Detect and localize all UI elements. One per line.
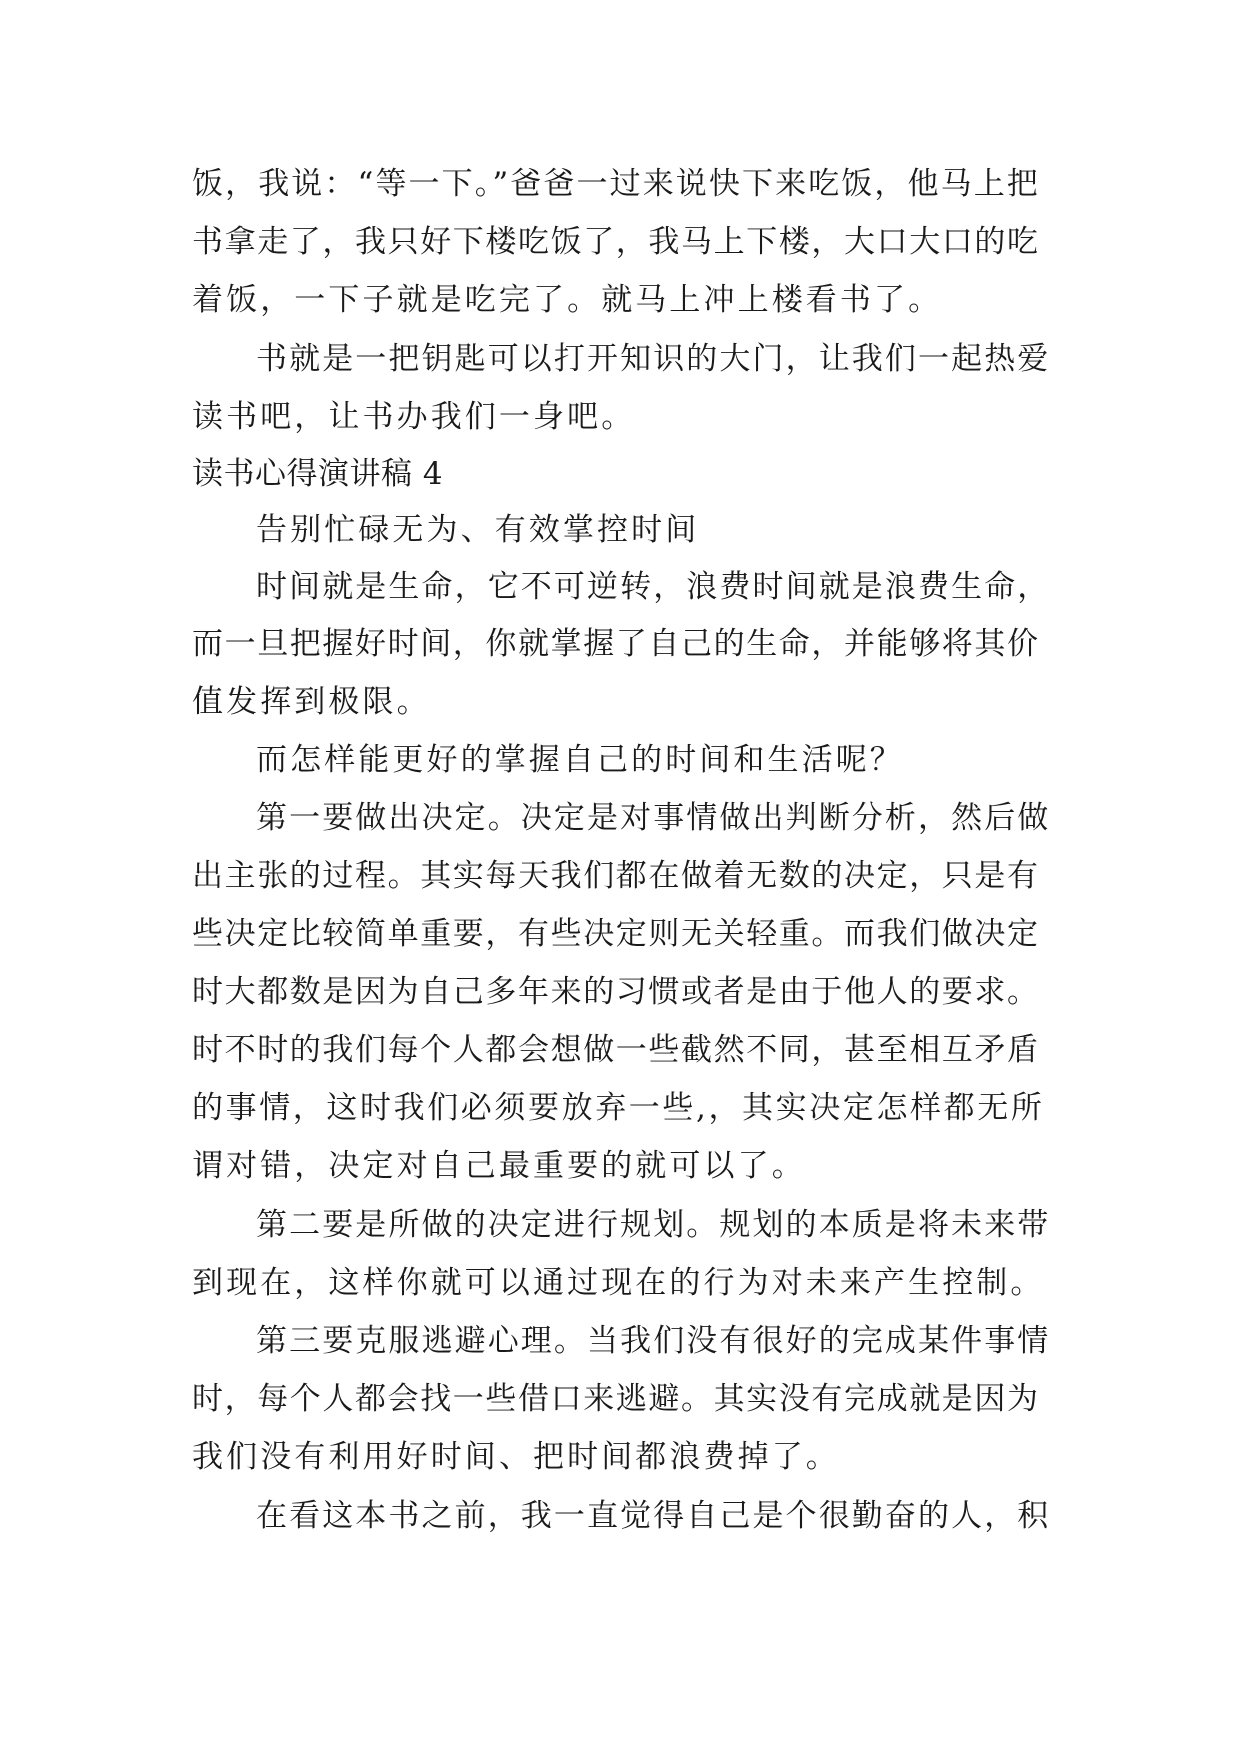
text-line: 饭，我说：“等一下。”爸爸一过来说快下来吃饭，他马上把: [192, 166, 1040, 202]
text-line: 到现在，这样你就可以通过现在的行为对未来产生控制。: [192, 1265, 1045, 1301]
text-line: 时间就是生命，它不可逆转，浪费时间就是浪费生命，: [256, 569, 1051, 605]
text-line: 着饭，一下子就是吃完了。就马上冲上楼看书了。: [192, 282, 943, 318]
text-line: 谓对错，决定对自己最重要的就可以了。: [192, 1148, 806, 1184]
text-line: 我们没有利用好时间、把时间都浪费掉了。: [192, 1439, 840, 1475]
text-line: 些决定比较简单重要，有些决定则无关轻重。而我们做决定: [192, 916, 1040, 952]
text-line: 时，每个人都会找一些借口来逃避。其实没有完成就是因为: [192, 1381, 1040, 1417]
text-line: 而怎样能更好的掌握自己的时间和生活呢？: [256, 742, 904, 778]
text-line: 第二要是所做的决定进行规划。规划的本质是将未来带: [256, 1207, 1051, 1243]
text-line: 值发挥到极限。: [192, 684, 431, 720]
text-line: 读书吧，让书办我们一身吧。: [192, 399, 636, 435]
text-line: 出主张的过程。其实每天我们都在做着无数的决定，只是有: [192, 858, 1040, 894]
text-line: 在看这本书之前，我一直觉得自己是个很勤奋的人，积: [256, 1498, 1051, 1534]
text-line: 的事情，这时我们必须要放弃一些,，其实决定怎样都无所: [192, 1090, 1045, 1126]
text-line: 时不时的我们每个人都会想做一些截然不同，甚至相互矛盾: [192, 1032, 1040, 1068]
text-line: 书就是一把钥匙可以打开知识的大门，让我们一起热爱: [256, 341, 1051, 377]
text-line: 书拿走了，我只好下楼吃饭了，我马上下楼，大口大口的吃: [192, 224, 1040, 260]
section-heading: 读书心得演讲稿 4: [192, 456, 444, 492]
text-line: 第一要做出决定。决定是对事情做出判断分析，然后做: [256, 800, 1051, 836]
text-line: 时大都数是因为自己多年来的习惯或者是由于他人的要求。: [192, 974, 1040, 1010]
text-line: 而一旦把握好时间，你就掌握了自己的生命，并能够将其价: [192, 626, 1040, 662]
text-line: 第三要克服逃避心理。当我们没有很好的完成某件事情: [256, 1323, 1051, 1359]
section-subtitle: 告别忙碌无为、有效掌控时间: [256, 512, 700, 548]
